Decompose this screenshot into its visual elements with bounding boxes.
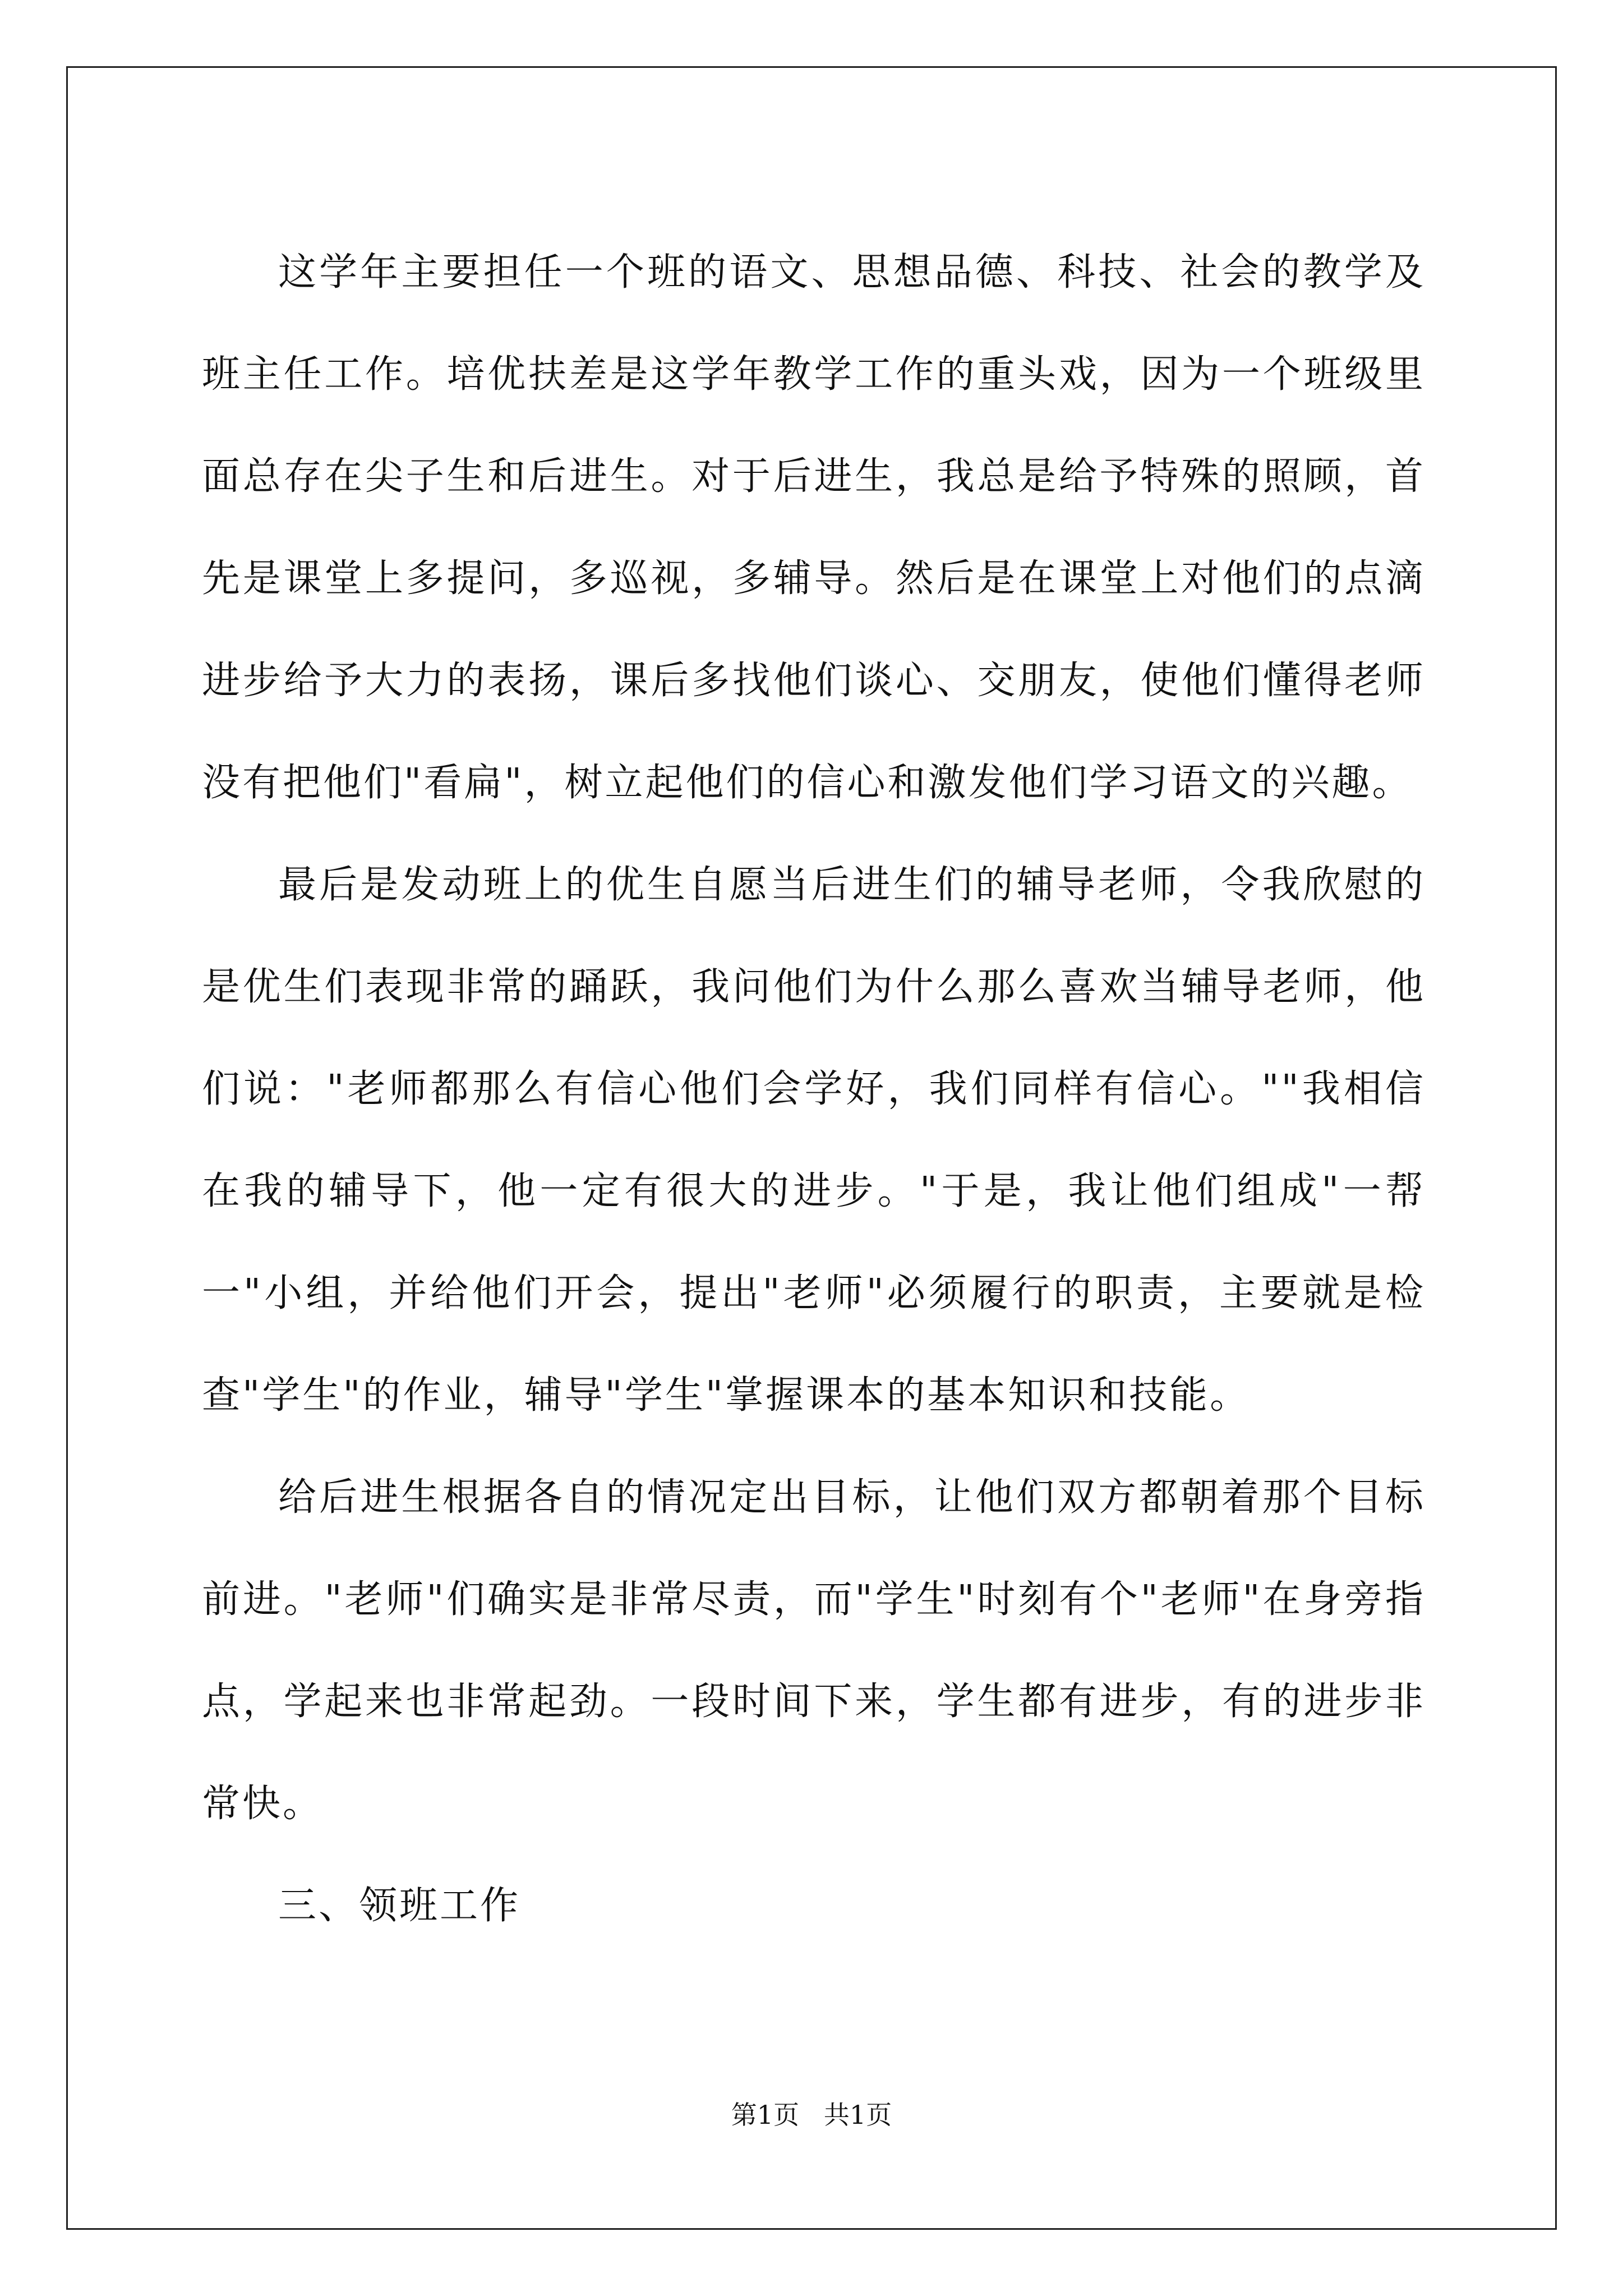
paragraph-1: 这学年主要担任一个班的语文、思想品德、科技、社会的教学及班主任工作。培优扶差是这学年教学工作的重头戏，因为一个班级里面总存在尖子生和后进生。对于后进生，我总是给予特殊的照顾，首先是课堂上多提问，多巡视，多辅导。然后是在课堂上对他们的点滴进步给予大力的表扬，课后多找他们谈心、交朋友，使他们懂得老师没有把他们"看扁"，树立起他们的信心和激发他们学习语文的兴趣。	[202, 250, 1426, 805]
page-footer: 第1页 共1页	[731, 2100, 892, 2130]
paragraph-3: 给后进生根据各自的情况定出目标，让他们双方都朝着那个目标前进。"老师"们确实是非常尽责，而"学生"时刻有个"老师"在身旁指点，学起来也非常起劲。一段时间下来，学生都有进步，有的进步非常快。	[202, 1475, 1426, 1826]
document-body	[202, 222, 1426, 1957]
paragraph-2: 最后是发动班上的优生自愿当后进生们的辅导老师，令我欣慰的是优生们表现非常的踊跃，我问他们为什么那么喜欢当辅导老师，他们说："老师都那么有信心他们会学好，我们同样有信心。""我相信在我的辅导下，他一定有很大的进步。"于是，我让他们组成"一帮一"小组，并给他们开会，提出"老师"必须履行的职责，主要就是检查"学生"的作业，辅导"学生"掌握课本的基本知识和技能。	[202, 863, 1426, 1418]
section-heading: 三、领班工作	[278, 1884, 521, 1928]
